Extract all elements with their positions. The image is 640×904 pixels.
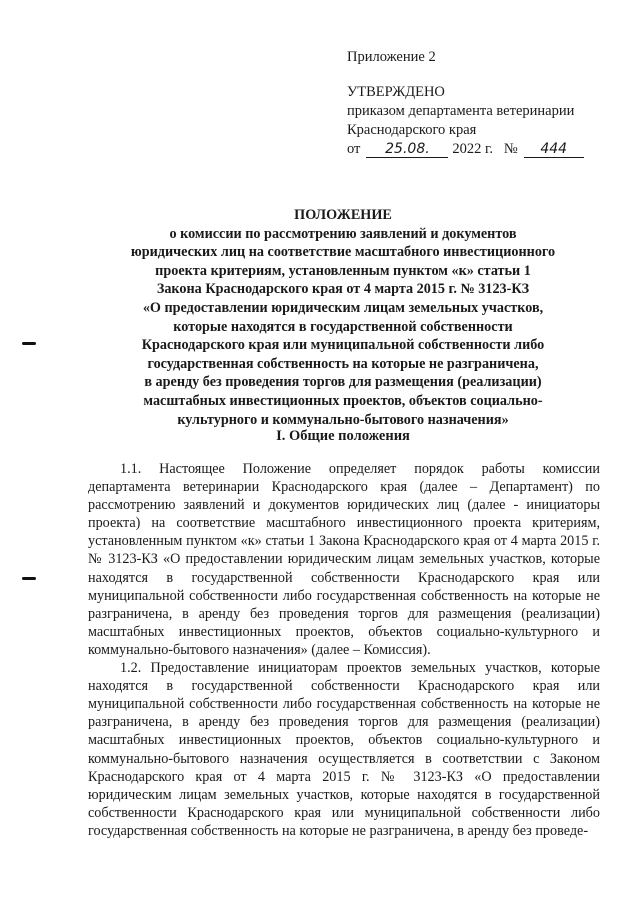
title-line: масштабных инвестиционных проектов, объектов социально- <box>143 392 543 409</box>
order-line-1: приказом департамента ветеринарии <box>347 103 575 119</box>
order-line-2: Краснодарского края <box>347 122 477 138</box>
title-line: которые находятся в государственной собственности <box>173 318 513 335</box>
approval-block <box>347 48 617 159</box>
number-prefix: № <box>503 141 518 157</box>
title-line: юридических лиц на соответствие масштабного инвестиционного <box>130 244 556 261</box>
title-line: о комиссии по рассмотрению заявлений и документов <box>169 225 517 242</box>
title-line: государственная собственность на которые не разграничена, <box>147 355 539 372</box>
title-line: культурного и коммунально-бытового назначения» <box>177 411 509 428</box>
title-line: Краснодарского края или муниципальной собственности либо <box>141 337 545 354</box>
title-line: в аренду без проведения торгов для размещения (реализации) <box>144 374 542 391</box>
approved-label: УТВЕРЖДЕНО <box>347 84 445 100</box>
order-date-row <box>347 140 617 159</box>
appendix-label: Приложение 2 <box>347 49 436 65</box>
title-line: проекта критериям, установленным пунктом «к» статьи 1 <box>155 262 531 279</box>
binding-hole-mark <box>22 342 36 345</box>
paragraph-1-1: 1.1. Настоящее Положение определяет порядок работы комиссии департамента ветеринарии Краснодарского края (далее – Департамент) по рассмотрению заявлений и документов юридических лиц (далее - инициаторы проекта) на соответствие масштабного инвестиционного проекта критериям, установленным пунктом «к» статьи 1 Закона Краснодарского края от 4 марта 2015 г. № 3123-КЗ «О предоставлении юридическим лицам земельных участков, которые находятся в государственной собственности Краснодарского края или муниципальной собственности либо государственная собственность на которые не разграничена, в аренду без проведения торгов для размещения (реализации) масштабных инвестиционных проектов, объектов социально-культурного и коммунально-бытового назначения» (далее – Комиссия). <box>88 461 600 658</box>
title-line: Закона Краснодарского края от 4 марта 2015 г. № 3123-КЗ <box>156 281 530 298</box>
title-heading: ПОЛОЖЕНИЕ <box>294 207 392 223</box>
title-line: «О предоставлении юридическим лицам земельных участков, <box>142 299 544 316</box>
date-prefix: от <box>347 141 361 157</box>
section-heading: I. Общие положения <box>276 428 410 444</box>
handwritten-number: 444 <box>524 141 584 158</box>
document-title <box>100 206 586 429</box>
order-year: 2022 г. <box>452 141 493 157</box>
binding-hole-mark <box>22 577 36 580</box>
paragraph-1-2: 1.2. Предоставление инициаторам проектов земельных участков, которые находятся в государственной собственности Краснодарского края или муниципальной собственности либо государственная собственность на которые не разграничена, в аренду без проведения торгов для размещения (реализации) масштабных инвестиционных проектов, объектов социально-культурного и коммунально-бытового назначения осуществляется в соответствии с Законом Краснодарского края от 4 марта 2015 г. № 3123-КЗ «О предоставлении юридическим лицам земельных участков, которые находятся в государственной собственности Краснодарского края или муниципальной собственности либо государственная собственность на которые не разграничена, в аренду без проведе- <box>88 660 600 839</box>
handwritten-date: 25.08. <box>366 141 448 158</box>
section-body <box>88 460 600 840</box>
